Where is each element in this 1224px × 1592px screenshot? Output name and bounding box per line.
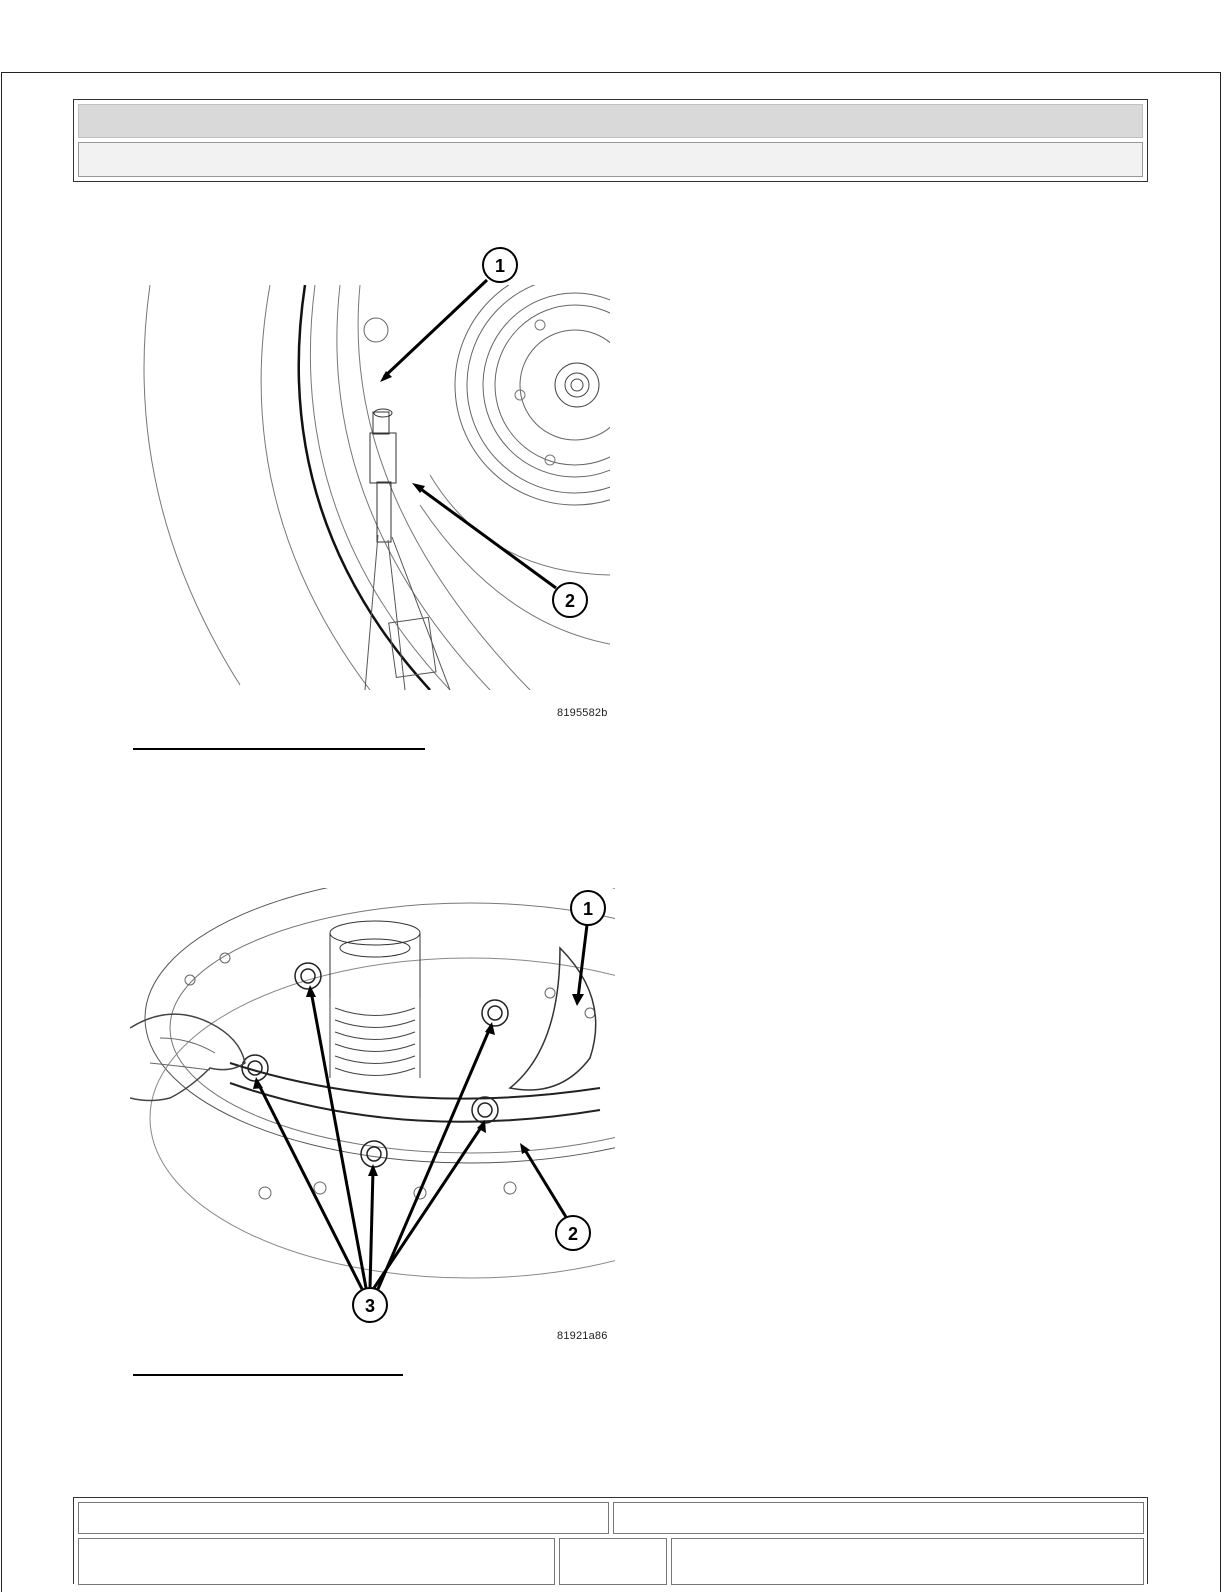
- footer-table: [73, 1497, 1148, 1584]
- figure-2-drawing: [130, 888, 615, 1328]
- footer-cell-far-right: [671, 1538, 1144, 1585]
- footer-cell-link: [78, 1538, 555, 1585]
- callout-1-label: 1: [494, 256, 506, 276]
- callout-3-label: 3: [364, 1296, 376, 1316]
- header-title: [78, 104, 1143, 138]
- callout-2-leader: [525, 1150, 566, 1217]
- figure-1-illustration: [130, 245, 615, 695]
- callout-1-leader: [578, 925, 587, 998]
- figure-1-id: 8195582b: [557, 707, 608, 719]
- callout-1-label: 1: [582, 899, 594, 919]
- figure-2-illustration: [130, 888, 615, 1328]
- header-subtitle: [78, 142, 1143, 177]
- callout-2-label: 2: [567, 1224, 579, 1244]
- figure-1-caption-rule: [133, 748, 425, 750]
- callout-2-leader: [418, 487, 556, 588]
- footer-cell-left: [78, 1502, 609, 1534]
- figure-1-drawing: [130, 245, 615, 695]
- footer-cell-mid: [559, 1538, 667, 1585]
- figure-2-id: 81921a86: [557, 1330, 608, 1342]
- footer-link[interactable]: [129, 1553, 269, 1567]
- callout-1-leader: [384, 280, 487, 377]
- figure-2-caption-rule: [133, 1374, 403, 1376]
- footer-cell-right: [613, 1502, 1144, 1534]
- callout-2-label: 2: [564, 591, 576, 611]
- header-table: [73, 99, 1148, 182]
